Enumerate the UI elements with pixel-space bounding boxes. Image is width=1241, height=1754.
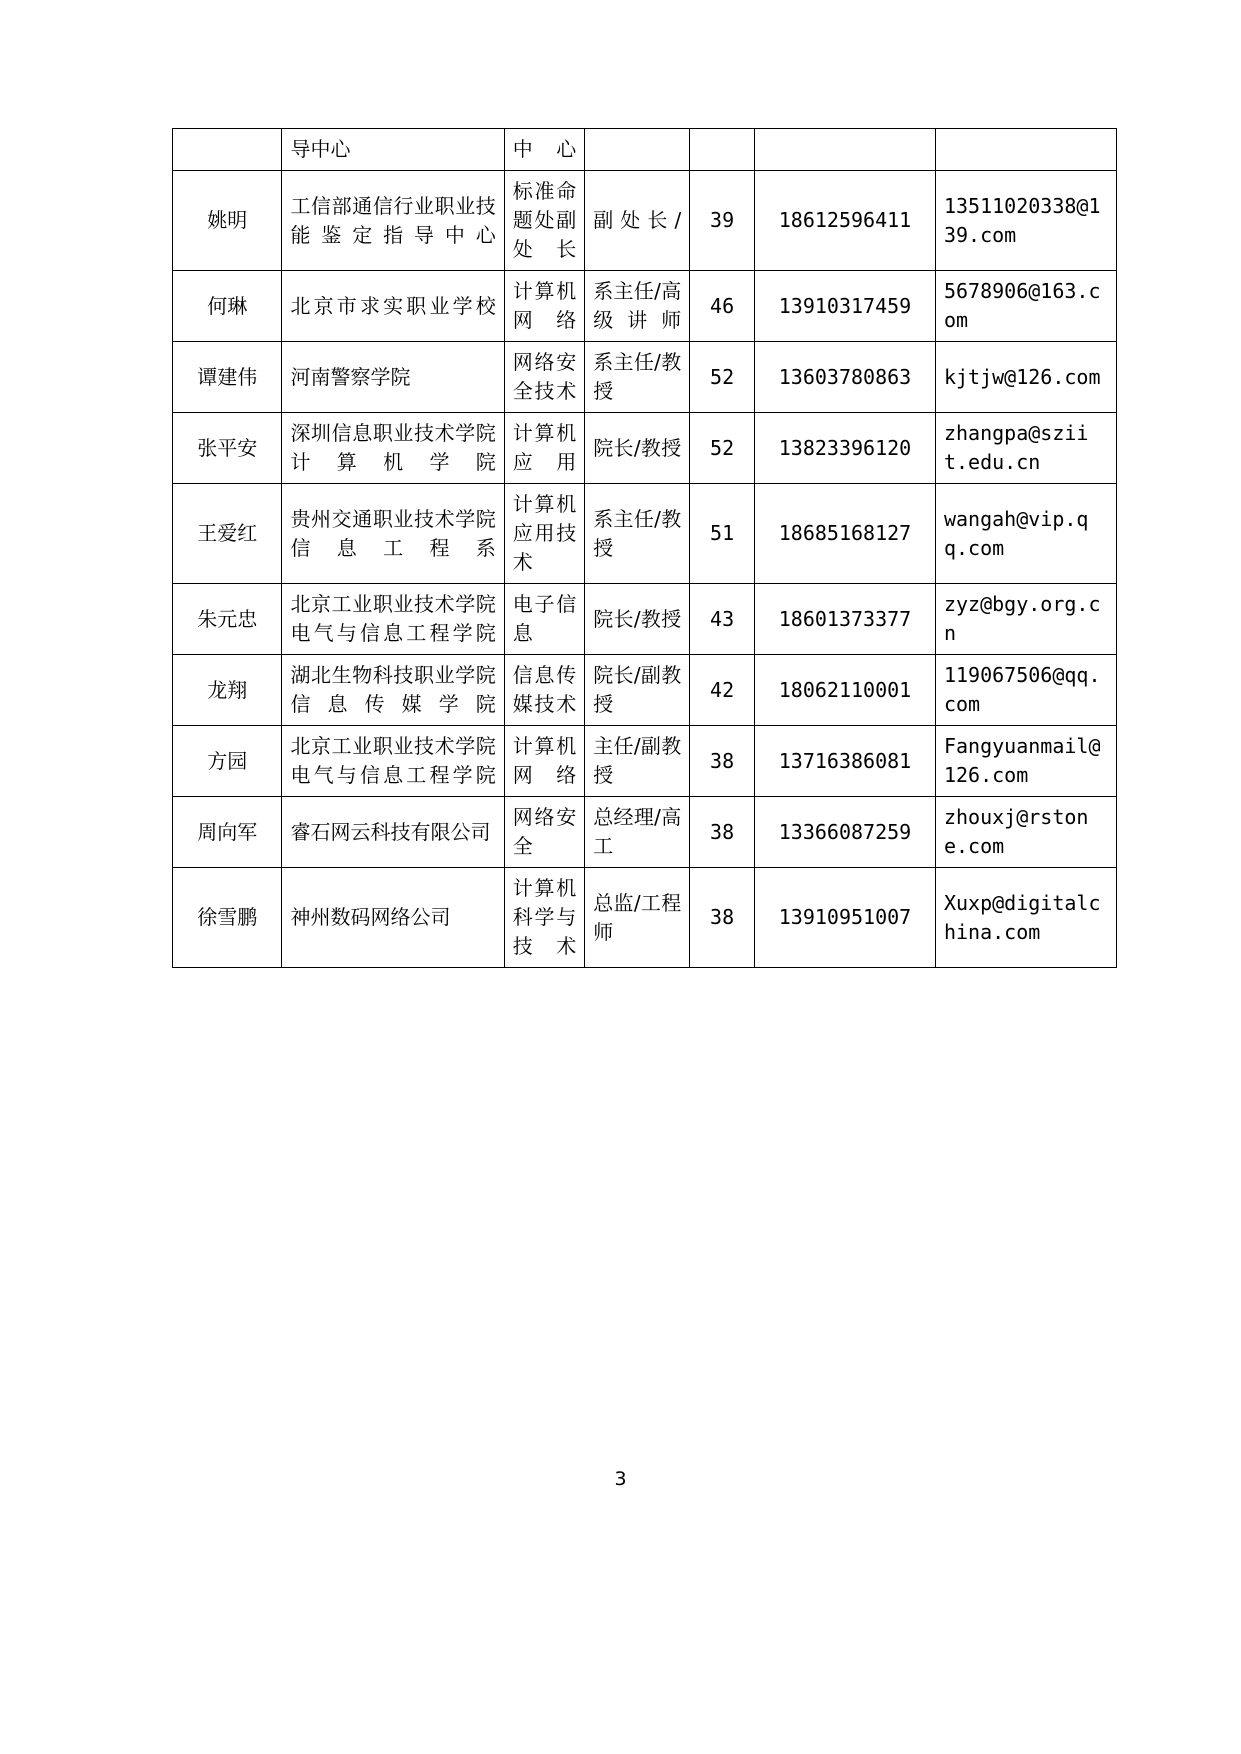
cell-email: zhangpa@sziit.edu.cn bbox=[935, 413, 1116, 484]
table-row bbox=[173, 171, 1117, 271]
table-row bbox=[173, 484, 1117, 584]
cell-age: 43 bbox=[690, 584, 755, 655]
cell-age: 39 bbox=[690, 171, 755, 271]
cell-title: 总监/工程师 bbox=[585, 868, 690, 968]
cell-title: 副处长/ bbox=[585, 171, 690, 271]
cell-age: 38 bbox=[690, 726, 755, 797]
table-row bbox=[173, 342, 1117, 413]
cell-title bbox=[585, 129, 690, 171]
cell-phone: 13823396120 bbox=[754, 413, 935, 484]
cell-org: 河南警察学院 bbox=[282, 342, 504, 413]
cell-major: 网络安全 bbox=[504, 797, 584, 868]
cell-title: 系主任/教授 bbox=[585, 342, 690, 413]
page-number: 3 bbox=[614, 1468, 627, 1490]
cell-email: 119067506@qq.com bbox=[935, 655, 1116, 726]
cell-email: zhouxj@rstone.com bbox=[935, 797, 1116, 868]
table-row bbox=[173, 726, 1117, 797]
cell-major: 计算机网络 bbox=[504, 271, 584, 342]
cell-phone: 13716386081 bbox=[754, 726, 935, 797]
cell-phone: 13603780863 bbox=[754, 342, 935, 413]
cell-age: 46 bbox=[690, 271, 755, 342]
cell-phone: 18612596411 bbox=[754, 171, 935, 271]
cell-email: kjtjw@126.com bbox=[935, 342, 1116, 413]
cell-major: 计算机科学与技术 bbox=[504, 868, 584, 968]
cell-age: 51 bbox=[690, 484, 755, 584]
cell-email: wangah@vip.qq.com bbox=[935, 484, 1116, 584]
cell-age: 38 bbox=[690, 797, 755, 868]
cell-email: Xuxp@digitalchina.com bbox=[935, 868, 1116, 968]
cell-age: 38 bbox=[690, 868, 755, 968]
cell-phone: 18685168127 bbox=[754, 484, 935, 584]
table-row bbox=[173, 868, 1117, 968]
cell-major: 计算机应用 bbox=[504, 413, 584, 484]
table-row bbox=[173, 271, 1117, 342]
cell-org: 北京工业职业技术学院电气与信息工程学院 bbox=[282, 584, 504, 655]
cell-org: 工信部通信行业职业技能鉴定指导中心 bbox=[282, 171, 504, 271]
cell-org: 北京市求实职业学校 bbox=[282, 271, 504, 342]
cell-email: zyz@bgy.org.cn bbox=[935, 584, 1116, 655]
cell-title: 总经理/高工 bbox=[585, 797, 690, 868]
cell-email: 5678906@163.com bbox=[935, 271, 1116, 342]
table-row bbox=[173, 129, 1117, 171]
cell-title: 主任/副教授 bbox=[585, 726, 690, 797]
cell-phone: 13910951007 bbox=[754, 868, 935, 968]
cell-name bbox=[173, 129, 282, 171]
cell-name: 龙翔 bbox=[173, 655, 282, 726]
cell-name: 周向军 bbox=[173, 797, 282, 868]
cell-email bbox=[935, 129, 1116, 171]
cell-major: 网络安全技术 bbox=[504, 342, 584, 413]
cell-age bbox=[690, 129, 755, 171]
cell-name: 徐雪鹏 bbox=[173, 868, 282, 968]
cell-name: 朱元忠 bbox=[173, 584, 282, 655]
cell-org: 北京工业职业技术学院电气与信息工程学院 bbox=[282, 726, 504, 797]
cell-name: 王爱红 bbox=[173, 484, 282, 584]
cell-org: 贵州交通职业技术学院信息工程系 bbox=[282, 484, 504, 584]
cell-phone: 18062110001 bbox=[754, 655, 935, 726]
cell-phone bbox=[754, 129, 935, 171]
cell-email: Fangyuanmail@126.com bbox=[935, 726, 1116, 797]
cell-name: 何琳 bbox=[173, 271, 282, 342]
cell-major: 电子信息 bbox=[504, 584, 584, 655]
cell-org: 湖北生物科技职业学院信息传媒学院 bbox=[282, 655, 504, 726]
cell-title: 院长/副教授 bbox=[585, 655, 690, 726]
cell-org: 睿石网云科技有限公司 bbox=[282, 797, 504, 868]
cell-phone: 13910317459 bbox=[754, 271, 935, 342]
cell-age: 52 bbox=[690, 342, 755, 413]
cell-age: 42 bbox=[690, 655, 755, 726]
cell-major: 计算机网络 bbox=[504, 726, 584, 797]
cell-phone: 18601373377 bbox=[754, 584, 935, 655]
cell-age: 52 bbox=[690, 413, 755, 484]
table-row bbox=[173, 584, 1117, 655]
cell-major: 标准命题处副处长 bbox=[504, 171, 584, 271]
cell-org: 导中心 bbox=[282, 129, 504, 171]
cell-name: 方园 bbox=[173, 726, 282, 797]
cell-name: 谭建伟 bbox=[173, 342, 282, 413]
cell-name: 姚明 bbox=[173, 171, 282, 271]
cell-org: 深圳信息职业技术学院计算机学院 bbox=[282, 413, 504, 484]
expert-list-table bbox=[172, 128, 1117, 968]
cell-major: 计算机应用技术 bbox=[504, 484, 584, 584]
table-row bbox=[173, 655, 1117, 726]
cell-major: 中心 bbox=[504, 129, 584, 171]
cell-name: 张平安 bbox=[173, 413, 282, 484]
cell-title: 系主任/高级讲师 bbox=[585, 271, 690, 342]
cell-email: 13511020338@139.com bbox=[935, 171, 1116, 271]
table-row bbox=[173, 797, 1117, 868]
cell-title: 院长/教授 bbox=[585, 413, 690, 484]
cell-title: 系主任/教授 bbox=[585, 484, 690, 584]
table-row bbox=[173, 413, 1117, 484]
cell-phone: 13366087259 bbox=[754, 797, 935, 868]
cell-org: 神州数码网络公司 bbox=[282, 868, 504, 968]
cell-title: 院长/教授 bbox=[585, 584, 690, 655]
cell-major: 信息传媒技术 bbox=[504, 655, 584, 726]
